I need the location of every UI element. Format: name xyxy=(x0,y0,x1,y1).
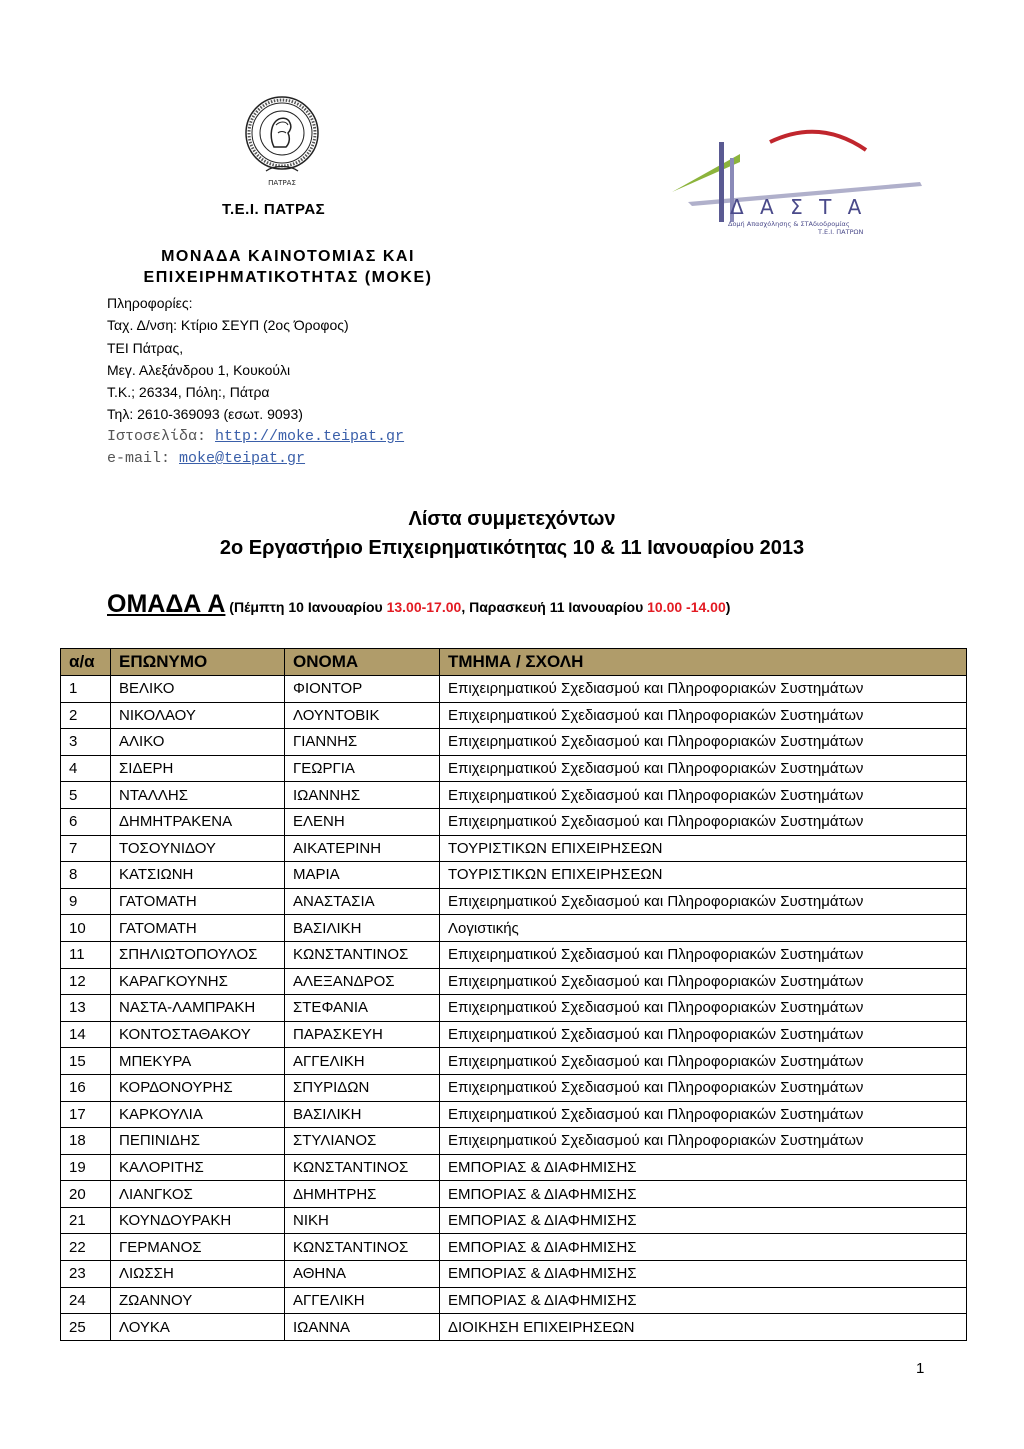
sched-open: (Πέμπτη 10 Ιανουαρίου xyxy=(225,599,387,615)
cell-surname: ΔΗΜΗΤΡΑΚΕΝΑ xyxy=(111,808,285,835)
col-header-number: α/α xyxy=(61,649,111,676)
cell-name: ΑΓΓΕΛΙΚΗ xyxy=(285,1048,440,1075)
contact-info xyxy=(107,292,404,470)
postal-line: Τ.Κ.; 26334, Πόλη:, Πάτρα xyxy=(107,384,270,401)
cell-number: 14 xyxy=(61,1021,111,1048)
cell-number: 4 xyxy=(61,755,111,782)
table-row xyxy=(61,702,967,729)
cell-name: ΙΩΑΝΝΑ xyxy=(285,1314,440,1341)
cell-name: ΣΠΥΡΙΔΩΝ xyxy=(285,1074,440,1101)
cell-name: ΣΤΥΛΙΑΝΟΣ xyxy=(285,1128,440,1155)
table-row xyxy=(61,1234,967,1261)
cell-surname: ΚΟΝΤΟΣΤΑΘΑΚΟΥ xyxy=(111,1021,285,1048)
table-header-row xyxy=(61,649,967,676)
cell-number: 25 xyxy=(61,1314,111,1341)
cell-number: 20 xyxy=(61,1181,111,1208)
cell-number: 16 xyxy=(61,1074,111,1101)
cell-number: 3 xyxy=(61,729,111,756)
col-header-department: ΤΜΗΜΑ / ΣΧΟΛΗ xyxy=(440,649,967,676)
cell-department: Λογιστικής xyxy=(440,915,967,942)
svg-text:Δομή Απασχόλησης & ΣΤΑδιοδρομί: Δομή Απασχόλησης & ΣΤΑδιοδρομίας xyxy=(728,220,850,228)
institution-name: Τ.Ε.Ι. ΠΑΤΡΑΣ xyxy=(222,201,326,218)
cell-number: 12 xyxy=(61,968,111,995)
cell-department: Επιχειρηματικού Σχεδιασμού και Πληροφοριακών Συστημάτων xyxy=(440,755,967,782)
table-row xyxy=(61,915,967,942)
cell-name: ΑΛΕΞΑΝΔΡΟΣ xyxy=(285,968,440,995)
cell-name: ΓΕΩΡΓΙΑ xyxy=(285,755,440,782)
website-label: Ιστοσελίδα: xyxy=(107,427,216,445)
email-line xyxy=(107,448,404,470)
cell-number: 1 xyxy=(61,676,111,703)
cell-surname: ΛΟΥΚΑ xyxy=(111,1314,285,1341)
cell-department: ΕΜΠΟΡΙΑΣ & ΔΙΑΦΗΜΙΣΗΣ xyxy=(440,1287,967,1314)
cell-surname: ΓΕΡΜΑΝΟΣ xyxy=(111,1234,285,1261)
page-number: 1 xyxy=(916,1360,925,1377)
cell-department: Επιχειρηματικού Σχεδιασμού και Πληροφοριακών Συστημάτων xyxy=(440,1048,967,1075)
cell-number: 13 xyxy=(61,995,111,1022)
cell-surname: ΚΟΡΔΟΝΟΥΡΗΣ xyxy=(111,1074,285,1101)
cell-number: 23 xyxy=(61,1261,111,1288)
cell-name: ΣΤΕΦΑΝΙΑ xyxy=(285,995,440,1022)
cell-number: 11 xyxy=(61,941,111,968)
cell-number: 17 xyxy=(61,1101,111,1128)
cell-number: 15 xyxy=(61,1048,111,1075)
cell-name: ΒΑΣΙΛΙΚΗ xyxy=(285,1101,440,1128)
phone-line: Τηλ: 2610-369093 (εσωτ. 9093) xyxy=(107,406,303,423)
time-thursday: 13.00-17.00 xyxy=(386,599,462,615)
cell-name: ΑΝΑΣΤΑΣΙΑ xyxy=(285,888,440,915)
cell-department: ΕΜΠΟΡΙΑΣ & ΔΙΑΦΗΜΙΣΗΣ xyxy=(440,1261,967,1288)
table-row xyxy=(61,1021,967,1048)
table-row xyxy=(61,968,967,995)
table-row xyxy=(61,1207,967,1234)
cell-department: Επιχειρηματικού Σχεδιασμού και Πληροφοριακών Συστημάτων xyxy=(440,941,967,968)
cell-surname: ΣΠΗΛΙΩΤΟΠΟΥΛΟΣ xyxy=(111,941,285,968)
email-label: e-mail: xyxy=(107,450,180,468)
org-name-line1: ΜΟΝΑΔΑ ΚΑΙΝΟΤΟΜΙΑΣ ΚΑΙ xyxy=(161,248,415,265)
cell-department: ΕΜΠΟΡΙΑΣ & ΔΙΑΦΗΜΙΣΗΣ xyxy=(440,1154,967,1181)
table-row xyxy=(61,941,967,968)
org-name-line2: ΕΠΙΧΕΙΡΗΜΑΤΙΚΟΤΗΤΑΣ (ΜΟΚΕ) xyxy=(143,269,433,286)
address-line1: Ταχ. Δ/νση: Κτίριο ΣΕΥΠ (2ος Όροφος) xyxy=(107,317,349,334)
address-line2: ΤΕΙ Πάτρας, xyxy=(107,339,184,356)
cell-name: ΑΙΚΑΤΕΡΙΝΗ xyxy=(285,835,440,862)
cell-surname: ΝΙΚΟΛΑΟΥ xyxy=(111,702,285,729)
group-heading xyxy=(107,590,730,619)
cell-department: Επιχειρηματικού Σχεδιασμού και Πληροφοριακών Συστημάτων xyxy=(440,968,967,995)
table-row xyxy=(61,1181,967,1208)
cell-name: ΚΩΝΣΤΑΝΤΙΝΟΣ xyxy=(285,941,440,968)
dasta-logo xyxy=(670,122,926,240)
cell-department: Επιχειρηματικού Σχεδιασμού και Πληροφοριακών Συστημάτων xyxy=(440,782,967,809)
cell-department: ΤΟΥΡΙΣΤΙΚΩΝ ΕΠΙΧΕΙΡΗΣΕΩΝ xyxy=(440,862,967,889)
table-row xyxy=(61,995,967,1022)
table-row xyxy=(61,1154,967,1181)
cell-department: Επιχειρηματικού Σχεδιασμού και Πληροφοριακών Συστημάτων xyxy=(440,676,967,703)
cell-department: Επιχειρηματικού Σχεδιασμού και Πληροφοριακών Συστημάτων xyxy=(440,1128,967,1155)
cell-name: ΕΛΕΝΗ xyxy=(285,808,440,835)
document-title xyxy=(0,505,1024,563)
cell-name: ΑΘΗΝΑ xyxy=(285,1261,440,1288)
cell-department: Επιχειρηματικού Σχεδιασμού και Πληροφοριακών Συστημάτων xyxy=(440,729,967,756)
cell-name: ΚΩΝΣΤΑΝΤΙΝΟΣ xyxy=(285,1154,440,1181)
cell-surname: ΚΑΡΚΟΥΛΙΑ xyxy=(111,1101,285,1128)
cell-department: ΔΙΟΙΚΗΣΗ ΕΠΙΧΕΙΡΗΣΕΩΝ xyxy=(440,1314,967,1341)
svg-text:Δ Α Σ Τ Α: Δ Α Σ Τ Α xyxy=(730,195,867,219)
cell-number: 2 xyxy=(61,702,111,729)
table-row xyxy=(61,1074,967,1101)
time-friday: 10.00 -14.00 xyxy=(647,599,726,615)
cell-surname: ΛΙΑΝΓΚΟΣ xyxy=(111,1181,285,1208)
col-header-surname: ΕΠΩΝΥΜΟ xyxy=(111,649,285,676)
cell-number: 9 xyxy=(61,888,111,915)
cell-number: 21 xyxy=(61,1207,111,1234)
table-row xyxy=(61,1287,967,1314)
cell-department: Επιχειρηματικού Σχεδιασμού και Πληροφοριακών Συστημάτων xyxy=(440,995,967,1022)
address-line3: Μεγ. Αλεξάνδρου 1, Κουκούλι xyxy=(107,361,291,378)
cell-department: ΕΜΠΟΡΙΑΣ & ΔΙΑΦΗΜΙΣΗΣ xyxy=(440,1181,967,1208)
table-row xyxy=(61,1048,967,1075)
sched-close: ) xyxy=(725,599,731,615)
sched-mid: , Παρασκευή 11 Ιανουαρίου xyxy=(461,599,648,615)
cell-surname: ΓΑΤΟΜΑΤΗ xyxy=(111,915,285,942)
group-title: ΟΜΑΔΑ Α xyxy=(107,590,226,618)
table-row xyxy=(61,862,967,889)
group-schedule xyxy=(225,599,730,615)
cell-name: ΠΑΡΑΣΚΕΥΗ xyxy=(285,1021,440,1048)
cell-number: 5 xyxy=(61,782,111,809)
cell-department: Επιχειρηματικού Σχεδιασμού και Πληροφοριακών Συστημάτων xyxy=(440,1074,967,1101)
cell-surname: ΝΤΑΛΛΗΣ xyxy=(111,782,285,809)
cell-name: ΦΙΟΝΤΟΡ xyxy=(285,676,440,703)
email-link[interactable]: moke@teipat.gr xyxy=(179,450,306,468)
cell-name: ΓΙΑΝΝΗΣ xyxy=(285,729,440,756)
table-row xyxy=(61,1101,967,1128)
cell-department: ΤΟΥΡΙΣΤΙΚΩΝ ΕΠΙΧΕΙΡΗΣΕΩΝ xyxy=(440,835,967,862)
table-row xyxy=(61,835,967,862)
cell-name: ΑΓΓΕΛΙΚΗ xyxy=(285,1287,440,1314)
table-row xyxy=(61,1314,967,1341)
cell-department: ΕΜΠΟΡΙΑΣ & ΔΙΑΦΗΜΙΣΗΣ xyxy=(440,1207,967,1234)
cell-surname: ΜΠΕΚΥΡΑ xyxy=(111,1048,285,1075)
cell-surname: ΑΛΙΚΟ xyxy=(111,729,285,756)
svg-text:Τ.Ε.Ι. ΠΑΤΡΩΝ: Τ.Ε.Ι. ΠΑΤΡΩΝ xyxy=(818,228,864,236)
title-line2: 2ο Εργαστήριο Επιχειρηματικότητας 10 & 11 Ιανουαρίου 2013 xyxy=(219,537,805,559)
col-header-name: ΟΝΟΜΑ xyxy=(285,649,440,676)
cell-surname: ΚΑΛΟΡΙΤΗΣ xyxy=(111,1154,285,1181)
cell-department: ΕΜΠΟΡΙΑΣ & ΔΙΑΦΗΜΙΣΗΣ xyxy=(440,1234,967,1261)
table-row xyxy=(61,729,967,756)
cell-surname: ΣΙΔΕΡΗ xyxy=(111,755,285,782)
cell-surname: ΠΕΠΙΝΙΔΗΣ xyxy=(111,1128,285,1155)
website-link[interactable]: http://moke.teipat.gr xyxy=(215,427,405,445)
cell-department: Επιχειρηματικού Σχεδιασμού και Πληροφοριακών Συστημάτων xyxy=(440,808,967,835)
cell-surname: ΚΑΡΑΓΚΟΥΝΗΣ xyxy=(111,968,285,995)
cell-surname: ΒΕΛΙΚΟ xyxy=(111,676,285,703)
cell-name: ΜΑΡΙΑ xyxy=(285,862,440,889)
cell-department: Επιχειρηματικού Σχεδιασμού και Πληροφοριακών Συστημάτων xyxy=(440,1101,967,1128)
cell-surname: ΖΩΑΝΝΟΥ xyxy=(111,1287,285,1314)
table-body xyxy=(61,676,967,1341)
cell-name: ΙΩΑΝΝΗΣ xyxy=(285,782,440,809)
table-row xyxy=(61,1261,967,1288)
cell-surname: ΛΙΩΣΣΗ xyxy=(111,1261,285,1288)
cell-number: 10 xyxy=(61,915,111,942)
cell-number: 7 xyxy=(61,835,111,862)
participants-table xyxy=(60,648,967,1341)
cell-surname: ΝΑΣΤΑ-ΛΑΜΠΡΑΚΗ xyxy=(111,995,285,1022)
cell-name: ΚΩΝΣΤΑΝΤΙΝΟΣ xyxy=(285,1234,440,1261)
cell-number: 19 xyxy=(61,1154,111,1181)
cell-number: 22 xyxy=(61,1234,111,1261)
cell-name: ΝΙΚΗ xyxy=(285,1207,440,1234)
cell-number: 18 xyxy=(61,1128,111,1155)
cell-surname: ΚΟΥΝΔΟΥΡΑΚΗ xyxy=(111,1207,285,1234)
cell-number: 24 xyxy=(61,1287,111,1314)
cell-name: ΔΗΜΗΤΡΗΣ xyxy=(285,1181,440,1208)
table-row xyxy=(61,888,967,915)
website-line xyxy=(107,426,404,448)
svg-text:ΠΑΤΡΑΣ: ΠΑΤΡΑΣ xyxy=(268,179,296,187)
table-row xyxy=(61,755,967,782)
table-row xyxy=(61,1128,967,1155)
cell-surname: ΚΑΤΣΙΩΝΗ xyxy=(111,862,285,889)
cell-name: ΒΑΣΙΛΙΚΗ xyxy=(285,915,440,942)
info-label: Πληροφορίες: xyxy=(107,295,193,311)
cell-number: 8 xyxy=(61,862,111,889)
table-row xyxy=(61,676,967,703)
cell-surname: ΤΟΣΟΥΝΙΔΟΥ xyxy=(111,835,285,862)
cell-number: 6 xyxy=(61,808,111,835)
cell-department: Επιχειρηματικού Σχεδιασμού και Πληροφοριακών Συστημάτων xyxy=(440,702,967,729)
cell-department: Επιχειρηματικού Σχεδιασμού και Πληροφοριακών Συστημάτων xyxy=(440,888,967,915)
title-line1: Λίστα συμμετεχόντων xyxy=(408,508,616,530)
cell-surname: ΓΑΤΟΜΑΤΗ xyxy=(111,888,285,915)
org-name xyxy=(108,246,468,288)
tei-seal-logo xyxy=(244,95,320,193)
cell-name: ΛΟΥΝΤΟΒΙΚ xyxy=(285,702,440,729)
cell-department: Επιχειρηματικού Σχεδιασμού και Πληροφοριακών Συστημάτων xyxy=(440,1021,967,1048)
table-row xyxy=(61,808,967,835)
table-row xyxy=(61,782,967,809)
